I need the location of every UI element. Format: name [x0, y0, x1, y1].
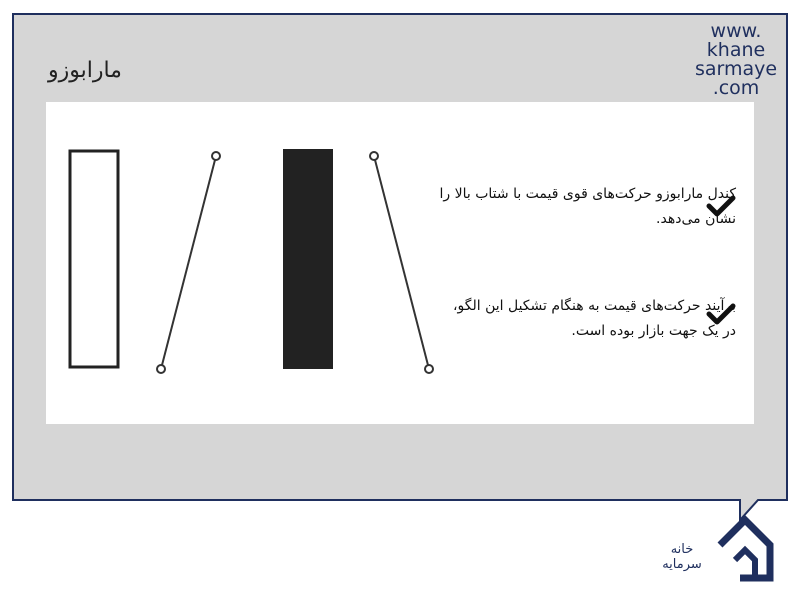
price-point	[157, 365, 165, 373]
up-price-line	[161, 156, 216, 369]
price-point	[370, 152, 378, 160]
brand-name	[652, 542, 712, 572]
site-url-line: www.	[710, 20, 762, 42]
brand-name-line: خانه	[670, 542, 694, 557]
down-price-line	[374, 156, 429, 369]
site-url-line: khane	[706, 39, 766, 61]
khane-sarmaye-logo	[720, 520, 770, 578]
candles-diagram	[46, 102, 446, 424]
price-point	[425, 365, 433, 373]
site-url-line: .com	[712, 77, 760, 99]
site-url	[690, 22, 782, 98]
brand-name-line: سرمایه	[662, 557, 702, 572]
site-url-line: sarmaye	[694, 58, 778, 80]
content-card	[46, 102, 754, 424]
price-point	[212, 152, 220, 160]
bullet-text: کندل مارابوزو حرکت‌های قوی قیمت با شتاب بالا را نشان می‌دهد.	[439, 186, 736, 227]
page-title: مارابوزو	[48, 58, 122, 83]
bullet-text: برآیند حرکت‌های قیمت به هنگام تشکیل این الگو، در یک جهت بازار بوده است.	[453, 298, 736, 339]
bearish-marubozu-candle	[284, 150, 332, 368]
bullish-marubozu-candle	[70, 151, 118, 367]
